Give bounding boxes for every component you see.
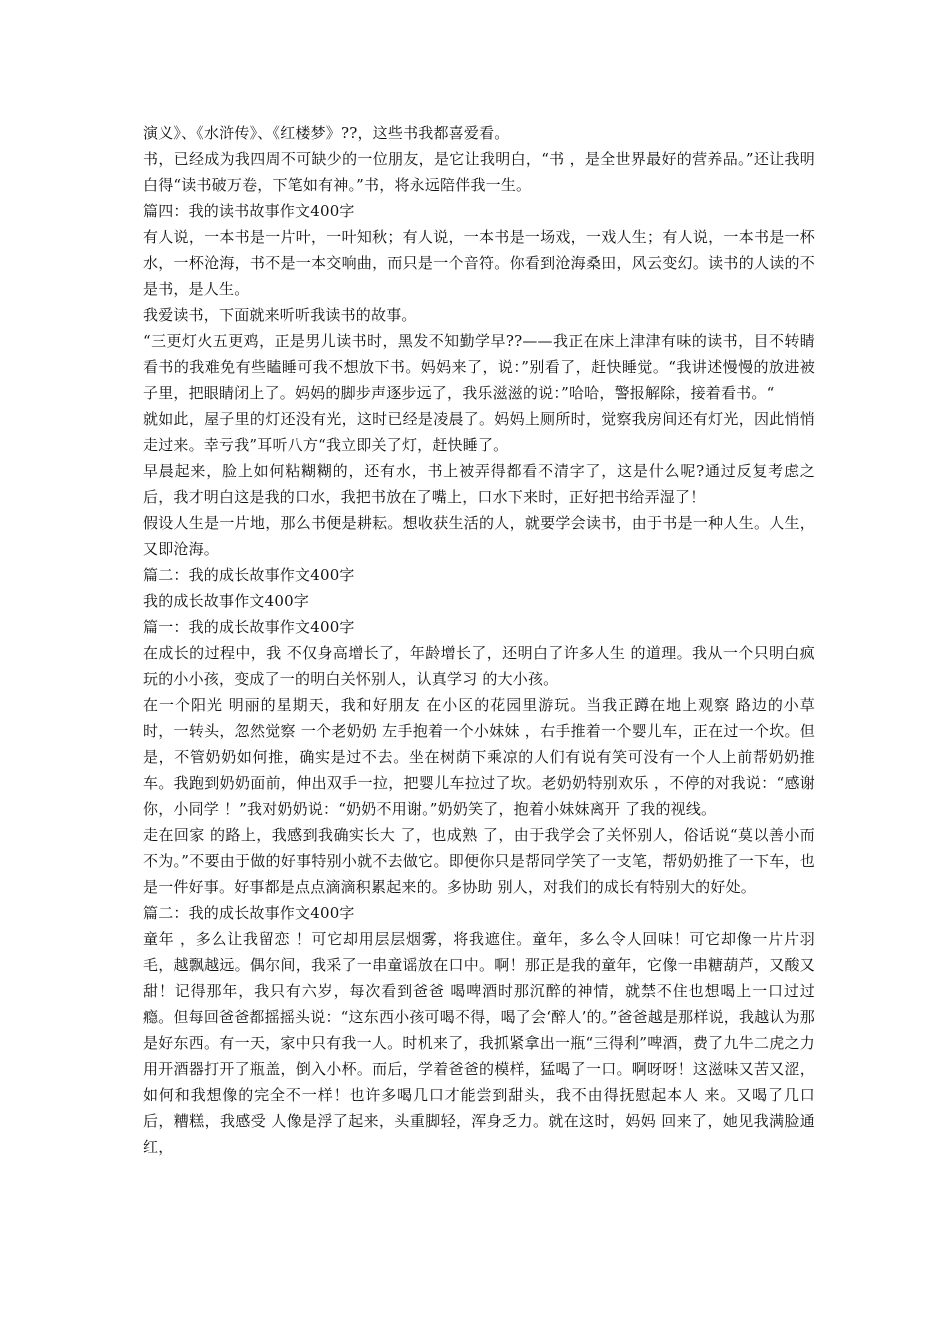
section-heading: 我的成长故事作文400字: [143, 592, 310, 610]
paragraph: 书，已经成为我四周不可缺少的一位朋友，是它让我明白，“书 ，是全世界最好的营养品。”还让我明白得“读书破万卷，下笔如有神。”书，将永远陪伴我一生。: [143, 150, 815, 194]
paragraph: “三更灯火五更鸡，正是男儿读书时，黑发不知勤学早??——我正在床上津津有味的读书，目不转睛看书的我难免有些瞌睡可我不想放下书。妈妈来了，说：”别看了，赶快睡觉。“我讲述慢慢的放进被子里，把眼睛闭上了。妈妈的脚步声逐步远了，我乐滋滋的说：”哈哈，警报解除，接着看书。“: [143, 332, 815, 402]
paragraph: 在一个阳光 明丽的星期天，我和好朋友 在小区的花园里游玩。当我正蹲在地上观察 路边的小草 时，一转头，忽然觉察 一个老奶奶 左手抱着一个小妹妹 ，右手推着一个婴儿车，正在过一个坎。但是，不管奶奶如何推，确实是过不去。坐在树荫下乘凉的人们有说有笑可没有一个人上前帮奶奶推车。我跑到奶奶面前，伸出双手一拉，把婴儿车拉过了坎。老奶奶特别欢乐 ，不停的对我说：“感谢你，小同学 ！”我对奶奶说：“奶奶不用谢。”奶奶笑了，抱着小妹妹离开 了我的视线。: [143, 696, 815, 818]
paragraph: 假设人生是一片地，那么书便是耕耘。想收获生活的人，就要学会读书，由于书是一种人生。人生，又即沧海。: [143, 514, 815, 558]
section-heading: 篇二：我的成长故事作文400字: [143, 904, 355, 922]
section-heading: 篇一：我的成长故事作文400字: [143, 618, 355, 636]
paragraph: 有人说，一本书是一片叶，一叶知秋；有人说，一本书是一场戏，一戏人生；有人说，一本书是一杯水，一杯沧海，书不是一本交响曲，而只是一个音符。你看到沧海桑田，风云变幻。读书的人读的不是书，是人生。: [143, 228, 815, 298]
paragraph: 早晨起来，脸上如何粘糊糊的，还有水，书上被弄得都看不清字了，这是什么呢?通过反复考虑之后，我才明白这是我的口水，我把书放在了嘴上，口水下来时，正好把书给弄湿了！: [143, 462, 815, 506]
section-heading: 篇四：我的读书故事作文400字: [143, 202, 355, 220]
section-heading: 篇二：我的成长故事作文400字: [143, 566, 355, 584]
paragraph: 我爱读书，下面就来听听我读书的故事。: [143, 306, 417, 324]
paragraph: 走在回家 的路上，我感到我确实长大 了，也成熟 了，由于我学会了关怀别人，俗话说“莫以善小而不为。”不要由于做的好事特别小就不去做它。即便你只是帮同学笑了一支笔，帮奶奶推了一下车，也是一件好事。好事都是点点滴滴积累起来的。多协助 别人，对我们的成长有特别大的好处。: [143, 826, 815, 896]
paragraph: 就如此，屋子里的灯还没有光，这时已经是凌晨了。妈妈上厕所时，觉察我房间还有灯光，因此悄悄走过来。幸亏我”耳听八方“我立即关了灯，赶快睡了。: [143, 410, 815, 454]
paragraph: 演义》、《水浒传》、《红楼梦》??，这些书我都喜爱看。: [143, 124, 510, 142]
paragraph: 在成长的过程中，我 不仅身高增长了，年龄增长了，还明白了许多人生 的道理。我从一个只明白疯玩的小小孩，变成了一的明白关怀别人，认真学习 的大小孩。: [143, 644, 815, 688]
paragraph: 童年 ，多么让我留恋 ！可它却用层层烟雾，将我遮住。童年，多么令人回味！可它却像一片片羽毛，越飘越远。偶尔间，我采了一串童谣放在口中。啊！那正是我的童年，它像一串糖葫芦，又酸又甜！记得那年，我只有六岁，每次看到爸爸 喝啤酒时那沉醉的神情，就禁不住也想喝上一口过过瘾。但每回爸爸都摇摇头说：“这东西小孩可喝不得，喝了会‘醉人’的。”爸爸越是那样说，我越认为那是好东西。有一天，家中只有我一人。时机来了，我抓紧拿出一瓶“三得利”啤酒，费了九牛二虎之力用开酒器打开了瓶盖，倒入小杯。而后，学着爸爸的模样，猛喝了一口。啊呀呀！这滋味又苦又涩，如何和我想像的完全不一样！也许多喝几口才能尝到甜头，我不由得抚慰起本人 来。又喝了几口后，糟糕，我感受 人像是浮了起来，头重脚轻，浑身乏力。就在这时，妈妈 回来了，她见我满脸通红，: [143, 930, 815, 1156]
document-body: [143, 120, 815, 1160]
